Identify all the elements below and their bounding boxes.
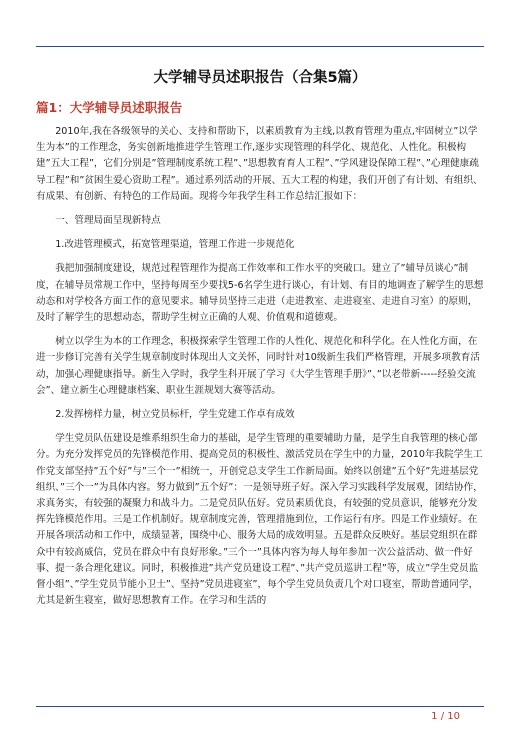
document-title: 大学辅导员述职报告（合集5篇） bbox=[153, 70, 367, 86]
footer-rule bbox=[36, 706, 484, 707]
subheading-2: 2.发挥榜样力量，树立党员标杆，学生党建工作卓有成效 bbox=[55, 409, 295, 421]
header-rule bbox=[36, 46, 484, 47]
paragraph-party-building: 学生党员队伍建设是维系组织生命力的基础，是学生管理的重要辅助力量，是学生自我管理的核心部分。为充分发挥党员的先锋模范作用、提高党员的积极性、激活党员在学生中的力量，2010年我院学生工作党支部坚持”五个好”与”三个一”相统一，开创党总支学生工作新局面。始终以创建”五个好”先进基层党组织、”三个一”为具体内容。努力做到”五个好”：一是领导班子好。深入学习实践科学发展观，团结协作，求真务实，有较强的凝聚力和战斗力。二是党员队伍好。党员素质优良，有较强的党员意识，能够充分发挥先锋模范作用。三是工作机制好。规章制度完善，管理措施到位，工作运行有序。四是工作业绩好。在开展各项活动和工作中，成绩显著，围绕中心、服务大局的成效明显。五是群众反映好。基层党组织在群众中有较高威信，党员在群众中有良好形象。”三个一”具体内容为每人每年参加一次公益活动、做一件好事、提一条合理化建议。同时，积极推进”共产党员建设工程”、”共产党员巡讲工程”等，成立”学生党员监督小组”、”学生党员节能小卫士”、坚持”党员进寝室”，每个学生党员负责几个对口寝室，帮助普通同学，尤其是新生寝室，做好思想教育工作。在学习和生活的 bbox=[36, 433, 483, 607]
paragraph-intro: 2010年,我在各级领导的关心、支持和帮助下，以素质教育为主线,以教育管理为重点,牢固树立”以学生为本”的工作理念，务实创新地推进学生管理工作,逐步实现管理的科学化、规范化、人性化。积极构建”五大工程”，它们分别是”管理制度系统工程”、”思想教育育人工程”、”学风建设保障工程”、”心理健康疏导工程”和”贫困生爱心资助工程”。通过系列活动的开展、五大工程的构建，我们开创了有计划、有组织、有成果、有创新、有特色的工作局面。现将今年我学生科工作总结汇报如下： bbox=[36, 126, 483, 202]
page-indicator: 1 / 10 bbox=[431, 711, 460, 722]
paragraph-system-building: 我把加强制度建设，规范过程管理作为提高工作效率和工作水平的突破口。建立了”辅导员谈心”制度，在辅导员常规工作中，坚持每周至少要找5-6名学生进行谈心，有计划、有目的地调查了解学生的思想动态和对学校各方面工作的意见要求。辅导员坚持三走进（走进教室、走进寝室、走进自习室）的原则，及时了解学生的思想动态，帮助学生树立正确的人观、价值观和道德观。 bbox=[36, 263, 484, 324]
section-heading: 篇1：大学辅导员述职报告 bbox=[36, 100, 183, 115]
subheading-1: 1.改进管理模式，拓宽管理渠道，管理工作进一步规范化 bbox=[55, 239, 295, 251]
paragraph-student-centered: 树立以学生为本的工作理念，积极探索学生管理工作的人性化、规范化和科学化。在人性化方面，在进一步修订完善有关学生规章制度时体现出人文关怀，同时针对10级新生我们严格管理，开展多项教育活动，加强心理健康指导。新生入学时，我学生科开展了学习《大学生管理手册》”、”以老带新-----经验交流会”、建立新生心理健康档案、职业生涯规划大赛等活动。 bbox=[36, 336, 480, 396]
heading-part-one: 一、管理局面呈现新特点 bbox=[55, 215, 161, 227]
document-body bbox=[36, 124, 484, 609]
